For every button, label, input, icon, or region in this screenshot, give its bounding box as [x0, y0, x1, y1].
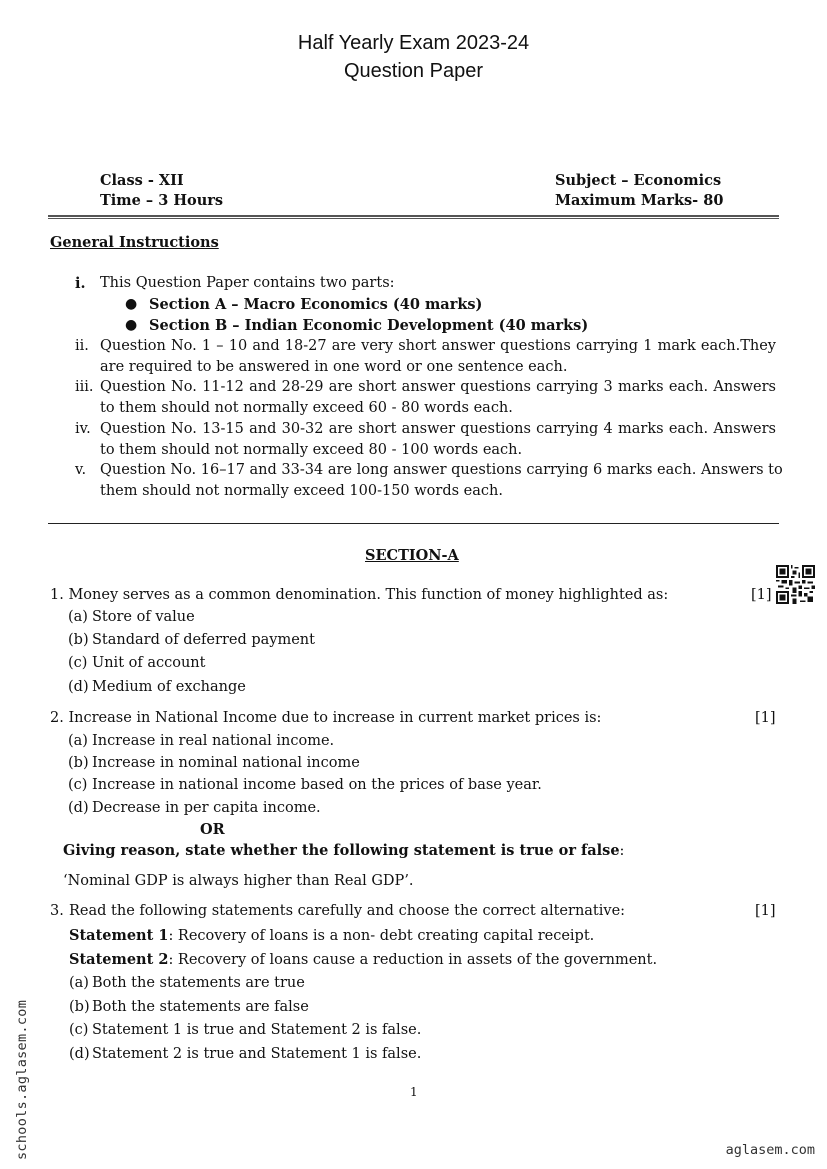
option-label: (a): [68, 733, 88, 749]
instruction-text: Question No. 13-15 and 30-32 are short answer questions carrying 4 marks each. Answers: [100, 421, 776, 437]
statement-1: [69, 927, 594, 944]
side-watermark: schools.aglasem.com: [14, 999, 30, 1160]
statement-2-text: : Recovery of loans cause a reduction in assets of the government.: [168, 952, 658, 968]
question-2-marks: [1]: [755, 710, 776, 726]
option-label: (d): [68, 800, 89, 816]
bullet-icon: ●: [125, 317, 138, 333]
option-text: Medium of exchange: [92, 679, 246, 695]
option-label: (c): [68, 655, 88, 671]
instructions-heading: General Instructions: [50, 234, 219, 251]
option-text: Standard of deferred payment: [92, 632, 315, 648]
section-divider: [48, 523, 779, 524]
class-label: Class - XII: [100, 172, 184, 189]
instruction-text: Question No. 16–17 and 33-34 are long answer questions carrying 6 marks each. Answers to: [100, 462, 783, 478]
part-b-label: Section B – Indian Economic Development (40 marks): [149, 317, 589, 334]
instruction-text: to them should not normally exceed 60 - 80 words each.: [100, 400, 513, 416]
qr-code-icon: [776, 565, 815, 604]
instruction-text: Question No. 1 – 10 and 18-27 are very short answer questions carrying 1 mark each.They: [100, 338, 776, 354]
instruction-text: them should not normally exceed 100-150 words each.: [100, 483, 503, 499]
instruction-text: Question No. 11-12 and 28-29 are short answer questions carrying 3 marks each. Answers: [100, 379, 776, 395]
alternative-statement: ‘Nominal GDP is always higher than Real GDP’.: [63, 873, 414, 889]
option-label: (d): [68, 679, 89, 695]
option-text: Increase in real national income.: [92, 733, 335, 749]
question-3-text: Read the following statements carefully and choose the correct alternative:: [69, 903, 626, 919]
alternative-heading-text: Giving reason, state whether the following statement is true or false: [63, 842, 620, 859]
part-a-label: Section A – Macro Economics (40 marks): [149, 296, 483, 313]
or-separator: OR: [200, 821, 225, 838]
time-label: Time – 3 Hours: [100, 192, 224, 209]
instruction-number: iii.: [75, 379, 94, 395]
instruction-number: iv.: [75, 421, 91, 437]
instruction-text: to them should not normally exceed 80 - 100 words each.: [100, 442, 523, 458]
instruction-text: are required to be answered in one word or one sentence each.: [100, 359, 568, 375]
option-text: Statement 2 is true and Statement 1 is false.: [92, 1046, 422, 1062]
alternative-heading-colon: :: [619, 843, 625, 859]
header-divider: [48, 215, 779, 219]
option-text: Store of value: [92, 609, 195, 625]
option-text: Both the statements are true: [92, 975, 305, 991]
option-text: Unit of account: [92, 655, 206, 671]
option-label: (b): [68, 632, 89, 648]
max-marks-label: Maximum Marks- 80: [555, 192, 724, 209]
instruction-number: i.: [75, 275, 86, 292]
option-text: Both the statements are false: [92, 999, 309, 1015]
instruction-number: v.: [75, 462, 87, 478]
option-text: Decrease in per capita income.: [92, 800, 321, 816]
option-text: Increase in national income based on the prices of base year.: [92, 777, 542, 793]
question-3-number: 3.: [50, 903, 64, 919]
subject-label: Subject – Economics: [555, 172, 722, 189]
question-1-text: 1. Money serves as a common denomination. This function of money highlighted as:: [50, 587, 669, 603]
statement-2-label: Statement 2: [69, 951, 169, 968]
option-label: (a): [68, 609, 88, 625]
statement-1-label: Statement 1: [69, 927, 169, 944]
section-title: SECTION-A: [365, 547, 459, 564]
footer-site-link[interactable]: aglasem.com: [725, 1142, 815, 1158]
option-label: (d): [69, 1046, 90, 1062]
instruction-number: ii.: [75, 338, 89, 354]
instruction-text: This Question Paper contains two parts:: [100, 275, 395, 291]
option-label: (b): [69, 999, 90, 1015]
question-3-marks: [1]: [755, 903, 776, 919]
alternative-heading: [63, 842, 624, 859]
question-1-marks: [1]: [751, 587, 772, 603]
option-label: (a): [69, 975, 89, 991]
statement-1-text: : Recovery of loans is a non- debt creating capital receipt.: [168, 928, 595, 944]
option-text: Statement 1 is true and Statement 2 is false.: [92, 1022, 422, 1038]
option-label: (b): [68, 755, 89, 771]
option-label: (c): [68, 777, 88, 793]
paper-subtitle: Question Paper: [344, 60, 483, 82]
question-2-text: 2. Increase in National Income due to increase in current market prices is:: [50, 710, 602, 726]
bullet-icon: ●: [125, 296, 138, 312]
option-text: Increase in nominal national income: [92, 755, 360, 771]
statement-2: [69, 951, 657, 968]
page-number: 1: [410, 1085, 418, 1099]
option-label: (c): [69, 1022, 89, 1038]
paper-title: Half Yearly Exam 2023-24: [297, 32, 530, 54]
